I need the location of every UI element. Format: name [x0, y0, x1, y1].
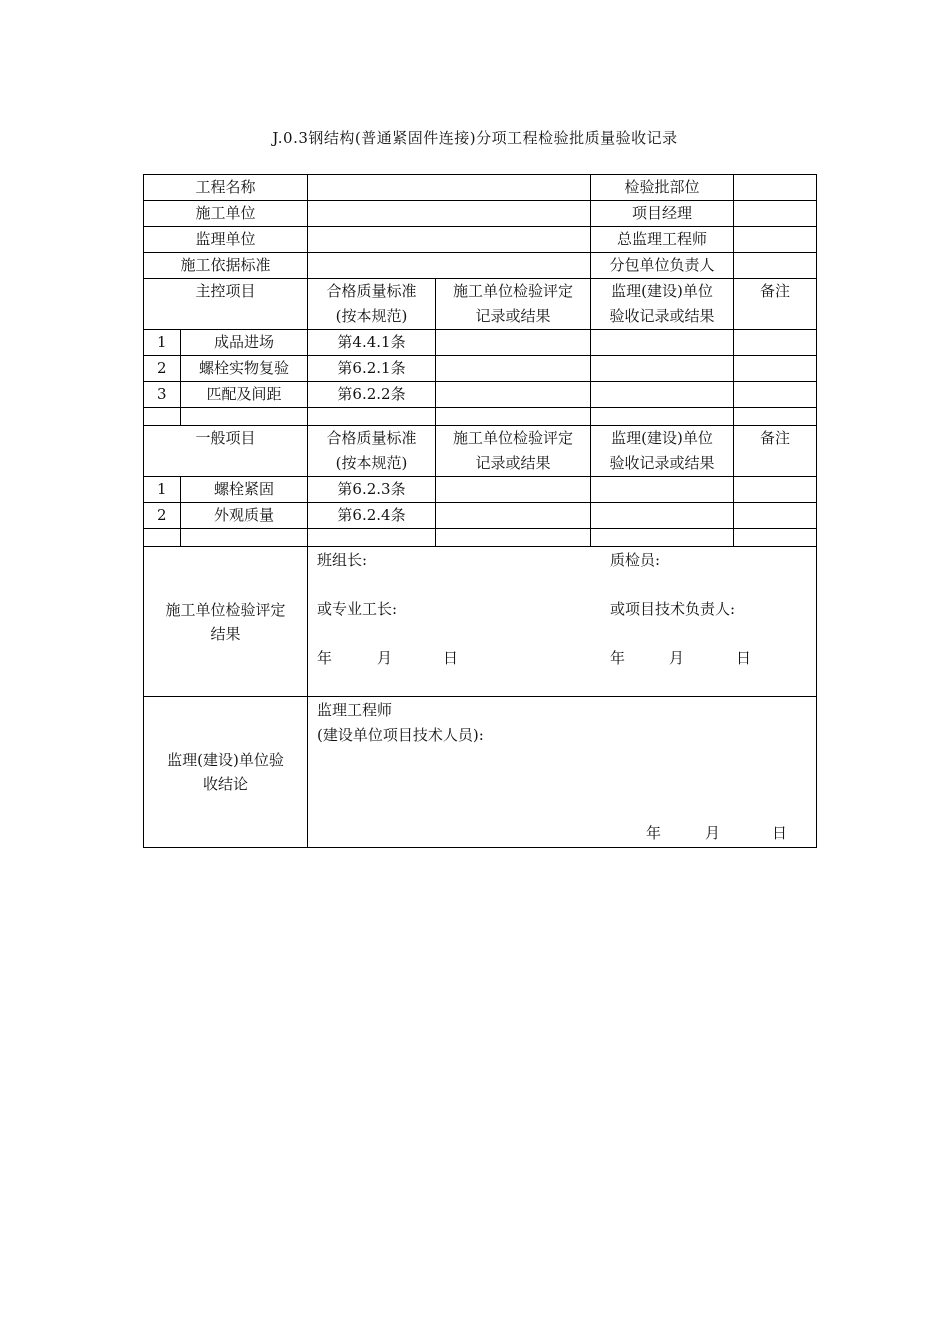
- table-row: [144, 477, 817, 503]
- inspection-lot-value[interactable]: [734, 175, 817, 201]
- page-title: J.0.3钢结构(普通紧固件连接)分项工程检验批质量验收记录: [272, 129, 678, 147]
- empty-cell: [144, 408, 181, 426]
- empty-cell[interactable]: [734, 529, 817, 547]
- standard-col-header: [308, 426, 436, 477]
- row-item: 外观质量: [181, 503, 308, 529]
- chief-supervisor-value[interactable]: [734, 227, 817, 253]
- table-row: [144, 356, 817, 382]
- supervision-result-label-line1: 监理(建设)单位验: [167, 751, 284, 769]
- project-manager-value[interactable]: [734, 201, 817, 227]
- construction-result-label-line2: 结果: [210, 624, 241, 643]
- construction-check-line2: 记录或结果: [475, 307, 551, 325]
- date-day-label: 日: [772, 824, 788, 842]
- inspection-record-table: [143, 174, 817, 848]
- main-items-header-row: [144, 279, 817, 330]
- table-row: [144, 382, 817, 408]
- row-number: 1: [144, 330, 181, 356]
- row-remarks[interactable]: [734, 330, 817, 356]
- foreman-label: 或专业工长:: [317, 600, 398, 618]
- row-remarks[interactable]: [734, 382, 817, 408]
- table-row: [144, 503, 817, 529]
- date-month-label: 月: [705, 824, 721, 842]
- construction-check-col-header: [436, 279, 591, 330]
- construction-check-line1: 施工单位检验评定: [453, 282, 574, 300]
- construction-check-line2: 记录或结果: [475, 454, 551, 472]
- supervision-result-signature-area[interactable]: [308, 697, 817, 848]
- empty-cell: [308, 529, 436, 547]
- row-remarks[interactable]: [734, 477, 817, 503]
- empty-cell[interactable]: [591, 408, 734, 426]
- supervision-check-line2: 验收记录或结果: [609, 454, 715, 472]
- row-clause: 第4.4.1条: [308, 330, 436, 356]
- row-supervision-result[interactable]: [591, 356, 734, 382]
- row-supervision-result[interactable]: [591, 382, 734, 408]
- empty-cell: [144, 529, 181, 547]
- supervision-check-col-header: [591, 426, 734, 477]
- supervision-result-label-line2: 收结论: [203, 775, 249, 793]
- construction-check-line1: 施工单位检验评定: [453, 429, 574, 447]
- row-item: 螺栓实物复验: [181, 356, 308, 382]
- construction-unit-label: 施工单位: [144, 201, 308, 227]
- supervision-unit-row: [144, 227, 817, 253]
- construction-unit-row: [144, 201, 817, 227]
- empty-cell: [181, 408, 308, 426]
- row-number: 2: [144, 356, 181, 382]
- empty-row: [144, 408, 817, 426]
- standard-row: [144, 253, 817, 279]
- standard-col-line1: 合格质量标准: [326, 429, 417, 447]
- empty-cell[interactable]: [734, 408, 817, 426]
- row-item: 成品进场: [181, 330, 308, 356]
- row-construction-result[interactable]: [436, 477, 591, 503]
- standard-label: 施工依据标准: [144, 253, 308, 279]
- construction-result-label-line1: 施工单位检验评定: [165, 600, 286, 619]
- empty-cell: [181, 529, 308, 547]
- inspection-lot-label: 检验批部位: [591, 175, 734, 201]
- date-day-label: 日: [443, 649, 459, 667]
- standard-col-line2: (按本规范): [335, 307, 408, 325]
- row-number: 2: [144, 503, 181, 529]
- row-clause: 第6.2.1条: [308, 356, 436, 382]
- supervision-unit-value[interactable]: [308, 227, 591, 253]
- team-leader-label: 班组长:: [317, 551, 368, 569]
- construction-result-row: [144, 547, 817, 697]
- subcontractor-value[interactable]: [734, 253, 817, 279]
- subcontractor-label: 分包单位负责人: [591, 253, 734, 279]
- remarks-col-header: 备注: [734, 426, 817, 477]
- row-clause: 第6.2.2条: [308, 382, 436, 408]
- supervision-check-col-header: [591, 279, 734, 330]
- row-item: 匹配及间距: [181, 382, 308, 408]
- inspector-label: 质检员:: [610, 551, 661, 569]
- date-year-label: 年: [317, 649, 333, 667]
- general-items-header-row: [144, 426, 817, 477]
- row-clause: 第6.2.3条: [308, 477, 436, 503]
- supervision-result-row: [144, 697, 817, 848]
- row-supervision-result[interactable]: [591, 477, 734, 503]
- supervision-check-line2: 验收记录或结果: [609, 307, 715, 325]
- construction-result-label: [144, 547, 308, 697]
- supervision-check-line1: 监理(建设)单位: [611, 282, 713, 300]
- tech-lead-label: 或项目技术负责人:: [610, 600, 736, 618]
- supervision-engineer-label: 监理工程师: [317, 701, 393, 719]
- empty-cell[interactable]: [436, 408, 591, 426]
- standard-col-header: [308, 279, 436, 330]
- empty-row: [144, 529, 817, 547]
- date-month-label: 月: [669, 649, 685, 667]
- row-construction-result[interactable]: [436, 330, 591, 356]
- supervision-unit-label: 监理单位: [144, 227, 308, 253]
- empty-cell: [308, 408, 436, 426]
- row-number: 3: [144, 382, 181, 408]
- empty-cell[interactable]: [436, 529, 591, 547]
- project-name-value[interactable]: [308, 175, 591, 201]
- date-day-label: 日: [736, 649, 752, 667]
- main-items-header: 主控项目: [144, 279, 308, 330]
- supervision-result-label: [144, 697, 308, 848]
- remarks-col-header: 备注: [734, 279, 817, 330]
- project-manager-label: 项目经理: [591, 201, 734, 227]
- construction-unit-value[interactable]: [308, 201, 591, 227]
- construction-result-signature-area[interactable]: [308, 547, 817, 697]
- row-clause: 第6.2.4条: [308, 503, 436, 529]
- supervision-check-line1: 监理(建设)单位: [611, 429, 713, 447]
- standard-col-line1: 合格质量标准: [326, 282, 417, 300]
- date-year-label: 年: [646, 824, 662, 842]
- date-month-label: 月: [377, 649, 393, 667]
- construction-check-col-header: [436, 426, 591, 477]
- row-supervision-result[interactable]: [591, 330, 734, 356]
- table-row: [144, 330, 817, 356]
- date-year-label: 年: [610, 649, 626, 667]
- row-construction-result[interactable]: [436, 382, 591, 408]
- chief-supervisor-label: 总监理工程师: [591, 227, 734, 253]
- row-remarks[interactable]: [734, 356, 817, 382]
- row-construction-result[interactable]: [436, 356, 591, 382]
- project-name-label: 工程名称: [144, 175, 308, 201]
- supervision-engineer-sub-label: (建设单位项目技术人员):: [317, 726, 484, 744]
- general-items-header: 一般项目: [144, 426, 308, 477]
- row-number: 1: [144, 477, 181, 503]
- project-name-row: [144, 175, 817, 201]
- standard-col-line2: (按本规范): [335, 454, 408, 472]
- row-construction-result[interactable]: [436, 503, 591, 529]
- row-item: 螺栓紧固: [181, 477, 308, 503]
- row-supervision-result[interactable]: [591, 503, 734, 529]
- empty-cell[interactable]: [591, 529, 734, 547]
- standard-value[interactable]: [308, 253, 591, 279]
- row-remarks[interactable]: [734, 503, 817, 529]
